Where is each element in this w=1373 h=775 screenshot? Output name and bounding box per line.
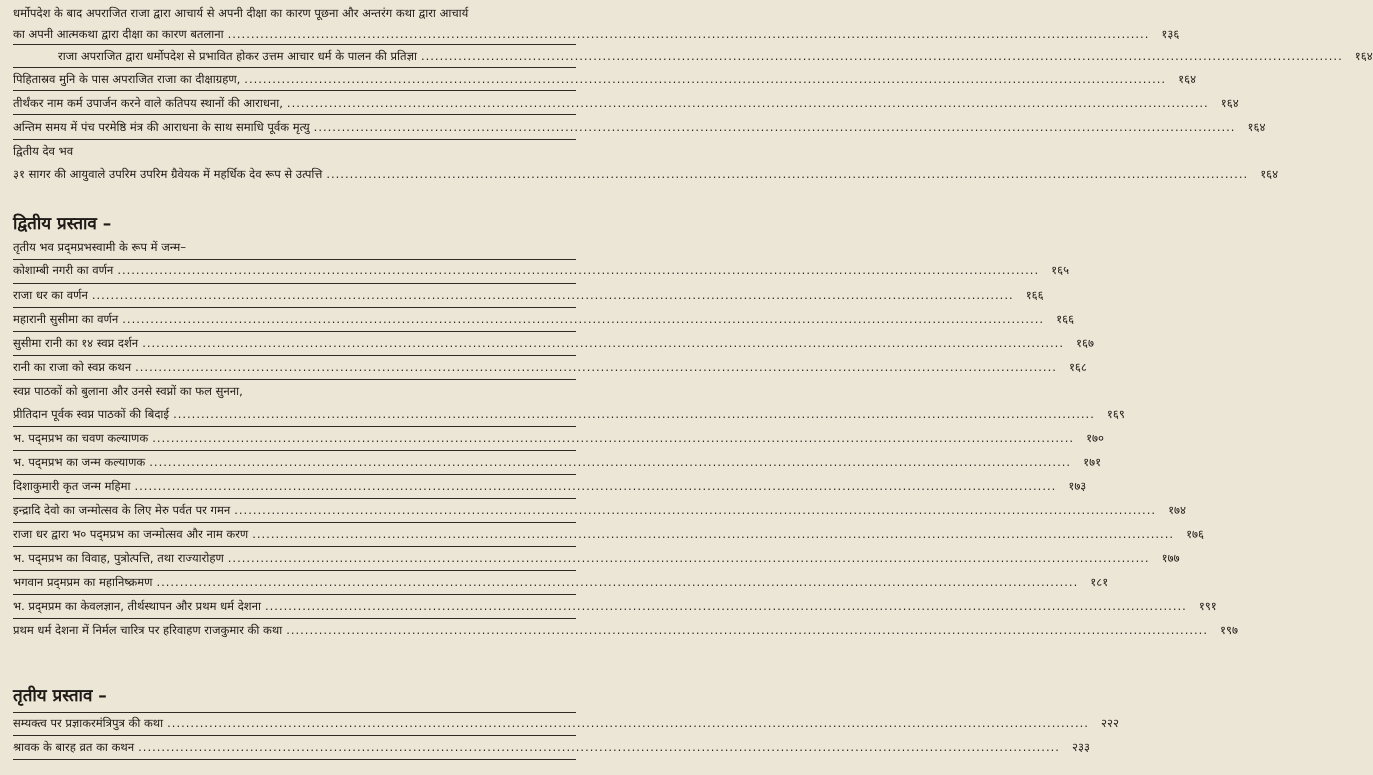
toc-entry-text: द्वितीय देव भव: [13, 144, 74, 158]
toc-page-number: १६५: [1051, 263, 1070, 277]
leader-dots: [286, 623, 1208, 637]
toc-page-number: १६४: [1247, 120, 1266, 134]
leader-dots: [152, 431, 1074, 445]
leader-dots: [252, 527, 1174, 541]
row-divider: [13, 546, 576, 547]
row-divider: [13, 139, 576, 140]
leader-dots: [122, 312, 1044, 326]
toc-page-number: १६८: [1068, 360, 1087, 374]
leader-dots: [117, 263, 1039, 277]
toc-entry-text: राजा अपराजित द्वारा धर्मोपदेश से प्रभावित होकर उत्तम आचार धर्म के पालन की प्रतिज्ञा: [58, 49, 417, 63]
toc-entry: [13, 240, 576, 255]
leader-dots: [421, 49, 1343, 63]
toc-entry-text: तीर्थंकर नाम कर्म उपार्जन करने वाले कतिपय स्थानों की आराधना,: [13, 96, 283, 110]
row-divider: [13, 259, 576, 260]
toc-entry: [13, 716, 1119, 731]
toc-entry-text: भ. पद्‌मप्रभ का विवाह, पुत्रोत्पत्ति, तथा राज्यारोहण: [13, 551, 224, 565]
toc-page-number: १६४: [1354, 49, 1373, 63]
toc-entry: [13, 455, 1102, 470]
row-divider: [13, 114, 576, 115]
toc-entry-text: रानी का राजा को स्वप्न कथन: [13, 360, 132, 374]
toc-entry: [58, 49, 1373, 64]
leader-dots: [135, 360, 1057, 374]
row-divider: [13, 594, 576, 595]
toc-entry-text: अन्तिम समय में पंच परमेष्ठि मंत्र की आराधना के साथ समाधि पूर्वक मृत्यु: [13, 120, 310, 134]
toc-entry: [13, 27, 1180, 42]
leader-dots: [228, 551, 1150, 565]
leader-dots: [138, 740, 1060, 754]
toc-entry: [13, 623, 1238, 638]
toc-page-number: २२२: [1100, 716, 1119, 730]
toc-entry-text: भ. पद्‌मप्रभ का जन्म कल्याणक: [13, 455, 146, 469]
toc-entry: [13, 336, 1094, 351]
row-divider: [13, 307, 576, 308]
leader-dots: [156, 575, 1078, 589]
toc-entry: [13, 407, 1125, 422]
toc-entry: [13, 527, 1205, 542]
toc-entry-text: श्रावक के बारह व्रत का कथन: [13, 740, 135, 754]
toc-entry-text: दिशाकुमारी कृत जन्म महिमा: [13, 479, 131, 493]
toc-entry: [13, 144, 576, 159]
row-divider: [13, 570, 576, 571]
row-divider: [13, 759, 576, 760]
toc-page-number: १७३: [1068, 479, 1087, 493]
leader-dots: [173, 407, 1095, 421]
row-divider: [13, 735, 576, 736]
toc-page-number: १३६: [1161, 27, 1180, 41]
toc-entry-text: राजा धर का वर्णन: [13, 288, 88, 302]
toc-entry: [13, 167, 1279, 182]
section-heading: द्वितीय प्रस्ताव –: [13, 214, 112, 234]
leader-dots: [234, 503, 1156, 517]
toc-entry-text: ३१ सागर की आयुवाले उपरिम उपरिम ग्रैवेयक में महर्धिक देव रूप से उत्पत्ति: [13, 167, 323, 181]
section-heading: तृतीय प्रस्ताव –: [13, 686, 107, 706]
toc-entry-text: भ. पद्‌मप्रभ का चवण कल्याणक: [13, 431, 149, 445]
leader-dots: [244, 72, 1166, 86]
row-divider: [13, 618, 576, 619]
row-divider: [13, 379, 576, 380]
toc-page-number: १७४: [1168, 503, 1187, 517]
leader-dots: [265, 599, 1187, 613]
toc-entry: [13, 6, 576, 21]
toc-page-number: १६७: [1076, 336, 1094, 350]
toc-page-number: १७०: [1086, 431, 1105, 445]
toc-entry: [13, 120, 1266, 135]
toc-entry: [13, 740, 1090, 755]
toc-page-number: १६६: [1025, 288, 1044, 302]
row-divider: [13, 283, 576, 284]
leader-dots: [167, 716, 1089, 730]
toc-page-number: १७६: [1186, 527, 1205, 541]
row-divider: [13, 90, 576, 91]
row-divider: [13, 355, 576, 356]
toc-entry-text: का अपनी आत्मकथा द्वारा दीक्षा का कारण बतलाना: [13, 27, 224, 41]
leader-dots: [142, 336, 1064, 350]
toc-entry: [13, 72, 1197, 87]
toc-entry-text: तृतीय भव प्रद्‌मप्रभस्वामी के रूप में जन्म–: [13, 240, 187, 254]
toc-entry: [13, 479, 1087, 494]
toc-entry-text: कोशाम्बी नगरी का वर्णन: [13, 263, 114, 277]
toc-entry-text: भगवान प्रद्‌मप्रम का महानिष्क्रमण: [13, 575, 153, 589]
toc-page-number: १८१: [1090, 575, 1109, 589]
leader-dots: [92, 288, 1014, 302]
row-divider: [13, 426, 576, 427]
toc-page-number: १७७: [1161, 551, 1180, 565]
toc-entry-text: धर्मोपदेश के बाद अपराजित राजा द्वारा आचार्य से अपनी दीक्षा का कारण पूछना और अन्तरंग कथा द्वारा आचार्य: [13, 6, 469, 20]
row-divider: [13, 712, 576, 713]
toc-entry: [13, 384, 576, 399]
row-divider: [13, 522, 576, 523]
toc-entry: [13, 312, 1075, 327]
toc-entry: [13, 96, 1239, 111]
leader-dots: [314, 120, 1236, 134]
toc-entry: [13, 575, 1109, 590]
row-divider: [13, 498, 576, 499]
toc-page-number: २३३: [1071, 740, 1090, 754]
toc-entry-text: सम्यक्त्व पर प्रज्ञाकरमंत्रिपुत्र की कथा: [13, 716, 164, 730]
toc-entry: [13, 503, 1187, 518]
toc-page-number: १९१: [1198, 599, 1217, 613]
toc-entry: [13, 599, 1217, 614]
toc-page-number: १६४: [1260, 167, 1279, 181]
toc-entry-text: स्वप्न पाठकों को बुलाना और उनसे स्वप्नों का फल सुनना,: [13, 384, 243, 398]
row-divider: [13, 474, 576, 475]
leader-dots: [326, 167, 1248, 181]
leader-dots: [149, 455, 1071, 469]
toc-entry-text: राजा धर द्वारा भ० पद्‌मप्रभ का जन्मोत्सव और नाम करण: [13, 527, 249, 541]
row-divider: [13, 67, 576, 68]
toc-entry-text: सुसीमा रानी का १४ स्वप्न दर्शन: [13, 336, 139, 350]
leader-dots: [135, 479, 1057, 493]
toc-page-number: १६६: [1056, 312, 1075, 326]
toc-entry-text: प्रीतिदान पूर्वक स्वप्न पाठकों की बिदाई: [13, 407, 170, 421]
toc-page-number: १६९: [1106, 407, 1125, 421]
toc-entry-text: महारानी सुसीमा का वर्णन: [13, 312, 119, 326]
row-divider: [13, 331, 576, 332]
toc-entry-text: प्रथम धर्म देशना में निर्मल चारित्र पर हरिवाहण राजकुमार की कथा: [13, 623, 283, 637]
toc-page-number: १६४: [1220, 96, 1239, 110]
toc-entry-text: पिहितास्रव मुनि के पास अपराजित राजा का दीक्षाग्रहण,: [13, 72, 241, 86]
leader-dots: [228, 27, 1150, 41]
toc-entry: [13, 288, 1044, 303]
toc-page-number: १९७: [1220, 623, 1238, 637]
toc-entry: [13, 431, 1105, 446]
row-divider: [13, 450, 576, 451]
toc-page-number: १७१: [1083, 455, 1102, 469]
toc-page-number: १६४: [1178, 72, 1197, 86]
toc-entry-text: भ. प्रद्‌मप्रम का केवलज्ञान, तीर्थस्थापन और प्रथम धर्म देशना: [13, 599, 261, 613]
leader-dots: [287, 96, 1209, 110]
toc-entry: [13, 360, 1087, 375]
row-divider: [13, 44, 576, 45]
toc-entry: [13, 551, 1180, 566]
toc-entry: [13, 263, 1070, 278]
toc-entry-text: इन्द्रादि देवो का जन्मोत्सव के लिए मेरु पर्वत पर गमन: [13, 503, 231, 517]
